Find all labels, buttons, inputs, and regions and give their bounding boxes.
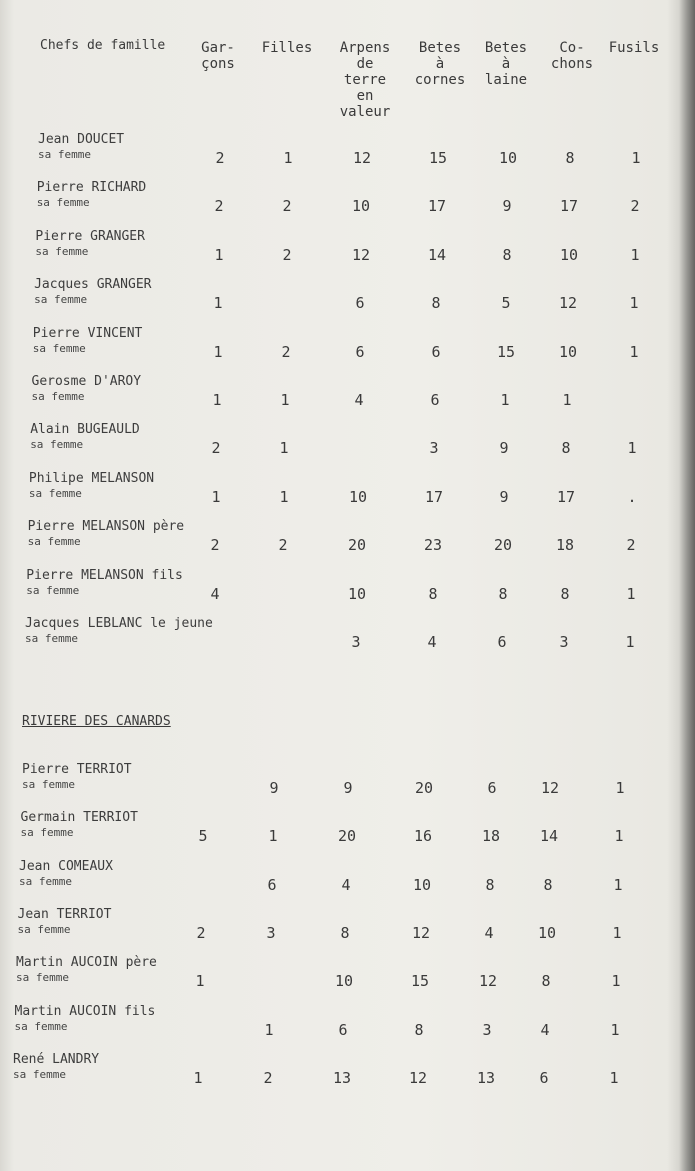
family-head-name: Pierre MELANSON fils: [26, 567, 183, 583]
cell-betes-a-laine: 9: [502, 197, 512, 216]
cell-filles: 2: [278, 536, 288, 555]
cell-betes-a-cornes: 10: [412, 875, 432, 894]
wife-label: sa femme: [25, 632, 78, 645]
cell-cochons: 8: [541, 972, 551, 991]
cell-fusils: 1: [612, 923, 622, 942]
family-head-name: Pierre GRANGER: [35, 228, 145, 244]
wife-label: sa femme: [26, 583, 80, 597]
cell-betes-a-cornes: 14: [427, 245, 447, 264]
cell-betes-a-cornes: 15: [410, 972, 430, 991]
cell-fusils: 2: [630, 197, 640, 216]
header-chefs-de-famille: Chefs de famille: [40, 38, 166, 53]
cell-arpens: 20: [337, 827, 357, 846]
wife-label: sa femme: [16, 971, 69, 985]
family-head-name: Jacques LEBLANC le jeune: [25, 616, 213, 631]
cell-fusils: 1: [625, 633, 635, 651]
cell-betes-a-laine: 8: [498, 584, 508, 603]
cell-garcons: 2: [210, 536, 220, 555]
cell-cochons: 8: [565, 149, 575, 167]
family-head-name: Pierre TERRIOT: [22, 762, 132, 777]
cell-fusils: 1: [630, 245, 640, 264]
cell-cochons: 1: [562, 391, 572, 409]
cell-cochons: 10: [558, 342, 578, 361]
cell-betes-a-cornes: 8: [414, 1020, 424, 1039]
wife-label: sa femme: [32, 341, 86, 355]
cell-betes-a-cornes: 4: [427, 633, 437, 651]
cell-cochons: 10: [559, 245, 579, 264]
cell-betes-a-laine: 18: [481, 827, 501, 846]
cell-garcons: 1: [213, 342, 223, 361]
cell-filles: 1: [283, 149, 293, 167]
cell-arpens: 13: [332, 1068, 352, 1087]
cell-garcons: 1: [214, 245, 224, 264]
cell-fusils: 1: [611, 972, 621, 991]
cell-fusils: 1: [609, 1068, 619, 1087]
cell-filles: 2: [282, 245, 292, 264]
header-garcons: Gar- çons: [201, 40, 235, 72]
cell-cochons: 3: [559, 633, 569, 651]
wife-label: sa femme: [30, 438, 84, 452]
header-cochons: Co- chons: [550, 40, 594, 72]
cell-arpens: 10: [334, 972, 354, 991]
cell-betes-a-laine: 13: [476, 1068, 496, 1087]
cell-betes-a-cornes: 15: [428, 149, 448, 167]
header-filles: Filles: [261, 40, 313, 56]
cell-filles: 2: [282, 197, 292, 216]
cell-filles: 2: [263, 1068, 273, 1087]
cell-cochons: 17: [559, 197, 579, 216]
cell-betes-a-laine: 6: [487, 779, 497, 797]
wife-label: sa femme: [20, 826, 74, 840]
family-head-name: René LANDRY: [13, 1051, 100, 1067]
wife-label: sa femme: [28, 486, 82, 500]
cell-filles: 2: [281, 342, 291, 361]
cell-arpens: 10: [348, 487, 368, 506]
wife-label: sa femme: [34, 293, 88, 307]
cell-filles: 9: [269, 779, 279, 797]
cell-arpens: 10: [347, 584, 367, 603]
cell-garcons: 1: [193, 1068, 203, 1087]
cell-fusils: 1: [615, 779, 625, 797]
cell-fusils: 1: [610, 1020, 620, 1039]
cell-filles: 1: [264, 1020, 274, 1039]
wife-label: sa femme: [17, 922, 71, 936]
family-head-name: Martin AUCOIN fils: [14, 1003, 156, 1019]
cell-garcons: 1: [211, 487, 221, 506]
section-title: RIVIERE DES CANARDS: [22, 714, 171, 729]
cell-filles: 3: [266, 923, 276, 942]
cell-cochons: 6: [539, 1068, 549, 1087]
wife-label: sa femme: [27, 535, 81, 549]
cell-garcons: 2: [211, 439, 221, 458]
cell-betes-a-cornes: 16: [413, 827, 433, 846]
cell-garcons: 1: [213, 294, 223, 313]
family-head-name: Jean TERRIOT: [17, 906, 112, 922]
cell-arpens: 8: [340, 923, 350, 942]
wife-label: sa femme: [36, 196, 90, 210]
cell-cochons: 14: [539, 827, 559, 846]
cell-betes-a-laine: 6: [497, 633, 507, 651]
wife-label: sa femme: [38, 148, 91, 161]
cell-betes-a-cornes: 17: [424, 487, 444, 506]
cell-fusils: .: [627, 487, 637, 506]
cell-betes-a-cornes: 12: [408, 1068, 428, 1087]
cell-garcons: 1: [212, 391, 222, 409]
cell-betes-a-cornes: 8: [431, 294, 441, 313]
cell-garcons: 2: [196, 923, 206, 942]
cell-fusils: 2: [626, 536, 636, 555]
cell-betes-a-laine: 1: [500, 391, 510, 409]
cell-betes-a-laine: 15: [496, 342, 516, 361]
cell-cochons: 17: [556, 487, 576, 506]
cell-betes-a-laine: 10: [498, 149, 518, 167]
cell-garcons: 2: [215, 149, 225, 167]
family-head-name: Jacques GRANGER: [34, 277, 152, 293]
cell-cochons: 8: [560, 584, 570, 603]
cell-cochons: 12: [540, 779, 560, 797]
cell-betes-a-cornes: 12: [411, 923, 431, 942]
cell-fusils: 1: [613, 875, 623, 894]
wife-label: sa femme: [19, 874, 72, 888]
cell-arpens: 3: [351, 633, 361, 651]
book-spine-shadow: [679, 0, 695, 1171]
family-head-name: Pierre MELANSON père: [27, 519, 185, 535]
cell-arpens: 6: [355, 294, 365, 313]
cell-garcons: 2: [214, 197, 224, 216]
wife-label: sa femme: [31, 390, 85, 403]
cell-fusils: 1: [629, 294, 639, 313]
cell-cochons: 12: [558, 294, 578, 313]
cell-betes-a-cornes: 20: [414, 779, 434, 797]
cell-betes-a-laine: 12: [478, 972, 498, 991]
cell-fusils: 1: [629, 342, 639, 361]
cell-arpens: 6: [338, 1020, 348, 1039]
cell-fusils: 1: [627, 439, 637, 458]
cell-betes-a-cornes: 6: [431, 342, 441, 361]
wife-label: sa femme: [13, 1067, 66, 1081]
cell-cochons: 8: [561, 439, 571, 458]
family-head-name: Pierre RICHARD: [36, 180, 147, 196]
cell-arpens: 4: [354, 391, 364, 409]
cell-arpens: 20: [347, 536, 367, 555]
cell-betes-a-cornes: 17: [427, 197, 447, 216]
cell-arpens: 10: [351, 197, 371, 216]
cell-filles: 6: [267, 875, 277, 894]
cell-arpens: 9: [343, 779, 353, 797]
cell-cochons: 8: [543, 875, 553, 894]
cell-garcons: 4: [210, 584, 220, 603]
cell-filles: 1: [280, 391, 290, 409]
header-betes-a-cornes: Betes à cornes: [414, 40, 466, 88]
cell-cochons: 4: [540, 1020, 550, 1039]
cell-fusils: 1: [614, 827, 624, 846]
family-head-name: Philipe MELANSON: [28, 470, 155, 486]
family-head-name: Gerosme D'AROY: [31, 374, 142, 389]
cell-arpens: 12: [352, 149, 372, 167]
cell-arpens: 6: [355, 342, 365, 361]
cell-garcons: 5: [198, 827, 208, 846]
cell-betes-a-laine: 8: [502, 245, 512, 264]
wife-label: sa femme: [35, 244, 89, 258]
family-head-name: Germain TERRIOT: [20, 810, 138, 826]
cell-fusils: 1: [631, 149, 641, 167]
cell-arpens: 12: [351, 245, 371, 264]
cell-cochons: 10: [537, 923, 557, 942]
cell-betes-a-laine: 5: [501, 294, 511, 313]
cell-betes-a-cornes: 8: [428, 584, 438, 603]
family-head-name: Martin AUCOIN père: [16, 955, 157, 971]
cell-arpens: 4: [341, 875, 351, 894]
cell-betes-a-cornes: 6: [430, 391, 440, 409]
family-head-name: Jean DOUCET: [38, 132, 125, 147]
wife-label: sa femme: [22, 778, 75, 791]
wife-label: sa femme: [14, 1019, 68, 1033]
family-head-name: Pierre VINCENT: [32, 325, 143, 341]
cell-betes-a-laine: 3: [482, 1020, 492, 1039]
cell-betes-a-laine: 4: [484, 923, 494, 942]
header-betes-a-laine: Betes à laine: [484, 40, 528, 88]
cell-garcons: 1: [195, 972, 205, 991]
cell-betes-a-laine: 8: [485, 875, 495, 894]
cell-betes-a-laine: 20: [493, 536, 513, 555]
family-head-name: Jean COMEAUX: [19, 858, 113, 874]
cell-betes-a-cornes: 3: [429, 439, 439, 458]
cell-betes-a-laine: 9: [499, 439, 509, 458]
header-arpens-de-terre: Arpens de terre en valeur: [339, 40, 391, 120]
family-head-name: Alain BUGEAULD: [30, 422, 140, 438]
cell-betes-a-cornes: 23: [423, 536, 443, 555]
header-fusils: Fusils: [608, 40, 660, 56]
cell-filles: 1: [268, 827, 278, 846]
cell-cochons: 18: [555, 536, 575, 555]
cell-filles: 1: [279, 439, 289, 458]
cell-filles: 1: [279, 487, 289, 506]
cell-betes-a-laine: 9: [499, 487, 509, 506]
cell-fusils: 1: [626, 584, 636, 603]
